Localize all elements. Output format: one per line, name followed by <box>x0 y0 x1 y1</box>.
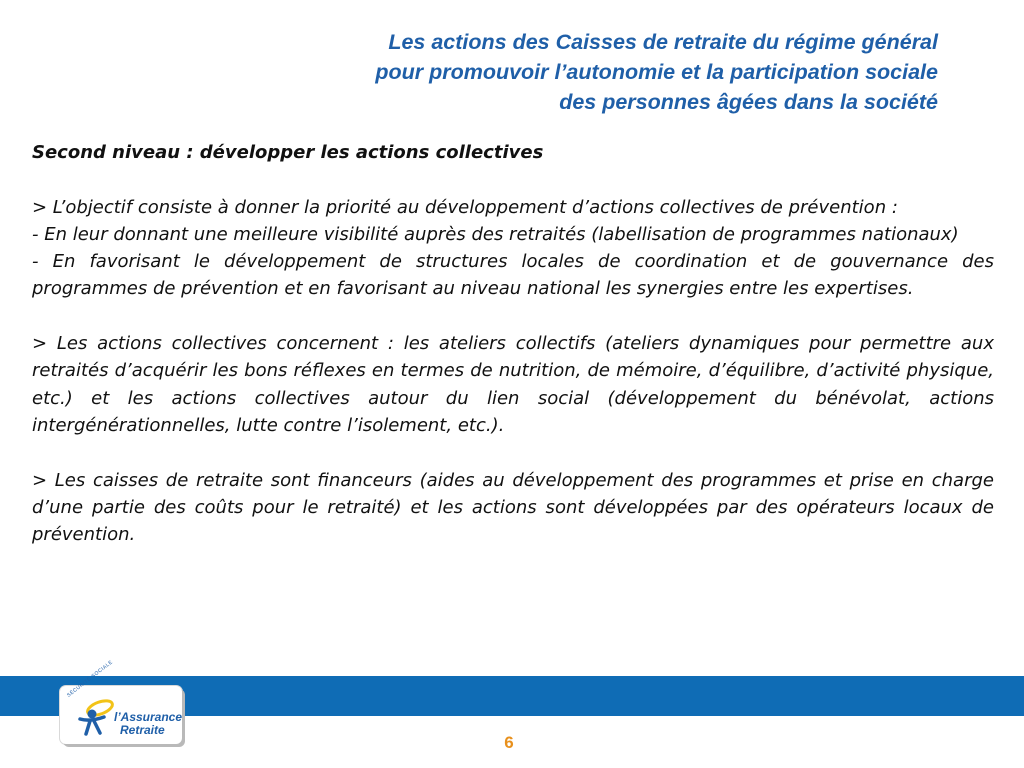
paragraph-spacer <box>32 166 994 193</box>
logo-text-assurance: l’Assurance <box>114 710 183 724</box>
bullet-visibility: - En leur donnant une meilleure visibilité auprès des retraités (labellisation de programmes nationaux) <box>32 223 959 245</box>
page-number: 6 <box>504 733 514 752</box>
logo-arc-text: SÉCURITÉ SOCIALE <box>66 659 115 699</box>
slide-title-line-3: des personnes âgées dans la société <box>559 90 938 114</box>
section-heading: Second niveau : développer les actions collectives <box>32 142 544 163</box>
logo-text-retraite: Retraite <box>120 723 165 737</box>
slide-title-line-1: Les actions des Caisses de retraite du régime général <box>388 30 938 54</box>
paragraph-spacer <box>32 439 994 466</box>
bullet-local-structures: - En favorisant le développement de structures locales de coordination et de gouvernance des programmes de prévention et en favorisant au niveau national les synergies entre les expertises. <box>32 251 994 300</box>
slide-title-line-2: pour promouvoir l’autonomie et la participation sociale <box>375 60 938 84</box>
slide-title <box>178 27 938 117</box>
objective-paragraph: > L’objectif consiste à donner la priorité au développement d’actions collectives de prévention : <box>32 196 898 218</box>
collective-actions-paragraph: > Les actions collectives concernent : les ateliers collectifs (ateliers dynamiques pour permettre aux retraités d’acquérir les bons réflexes en termes de nutrition, de mémoire, d’équilibre, d’activité physique, etc.) et les actions collectives autour du lien social (développement du bénévolat, actions intergénérationnelles, lutte contre l’isolement, etc.). <box>32 333 994 436</box>
funders-paragraph: > Les caisses de retraite sont financeurs (aides au développement des programmes et prise en charge d’une partie des coûts pour le retraité) et les actions sont développées par des opérateurs locaux de prévention. <box>32 469 994 546</box>
slide-body <box>32 139 994 548</box>
paragraph-spacer <box>32 303 994 330</box>
assurance-retraite-logo <box>60 659 183 744</box>
